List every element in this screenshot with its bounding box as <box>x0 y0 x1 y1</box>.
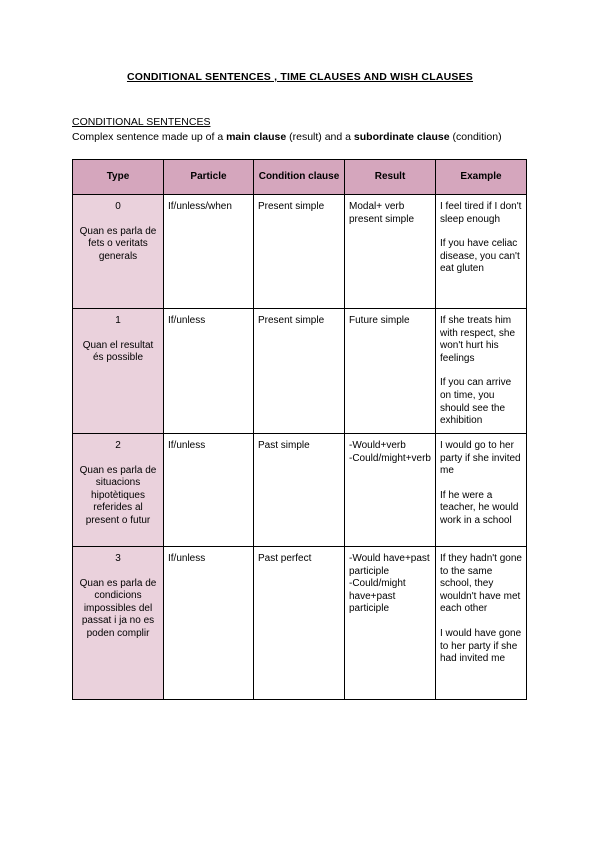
type-description: Quan es parla de fets o veritats generals <box>79 225 157 262</box>
intro-text-1: Complex sentence made up of a <box>72 131 227 143</box>
header-result: Result <box>345 160 436 195</box>
result-line: -Would have+past participle <box>349 553 430 577</box>
document-title: CONDITIONAL SENTENCES , TIME CLAUSES AND WISH CLAUSES <box>126 71 474 83</box>
table-row <box>73 547 527 700</box>
particle-cell: If/unless <box>164 309 254 434</box>
type-description: Quan el resultat és possible <box>82 339 154 364</box>
particle-cell: If/unless <box>164 547 254 700</box>
example-cell <box>436 309 527 434</box>
type-number: 3 <box>115 553 121 564</box>
condition-cell: Past perfect <box>254 547 345 700</box>
type-cell <box>73 309 164 434</box>
result-line: -Could/might+verb <box>349 452 431 464</box>
header-type: Type <box>73 160 164 195</box>
table-row <box>73 434 527 547</box>
result-cell <box>345 309 436 434</box>
example-text: If you have celiac disease, you can't eat gluten <box>440 238 520 275</box>
type-number: 0 <box>115 201 121 212</box>
result-cell <box>345 547 436 700</box>
particle-cell: If/unless/when <box>164 195 254 309</box>
example-text: I feel tired if I don't sleep enough <box>440 201 522 225</box>
result-cell <box>345 195 436 309</box>
condition-cell: Present simple <box>254 309 345 434</box>
section-heading: CONDITIONAL SENTENCES <box>72 116 211 128</box>
example-text: If he were a teacher, he would work in a school <box>440 489 519 526</box>
example-cell <box>436 434 527 547</box>
example-text: If they hadn't gone to the same school, they wouldn't have met each other <box>440 553 522 615</box>
intro-text-2: (result) and a <box>286 131 354 143</box>
result-line: Future simple <box>349 315 410 326</box>
table-row <box>73 195 527 309</box>
intro-bold-main-clause: main clause <box>226 131 287 143</box>
conditionals-table <box>72 159 527 700</box>
type-cell <box>73 547 164 700</box>
type-description: Quan es parla de situacions hipotètiques referides al present o futur <box>79 464 157 526</box>
intro-paragraph <box>72 131 542 143</box>
header-condition: Condition clause <box>254 160 345 195</box>
result-line: -Would+verb <box>349 440 406 451</box>
result-cell <box>345 434 436 547</box>
condition-cell: Present simple <box>254 195 345 309</box>
type-cell <box>73 434 164 547</box>
table-header-row <box>73 160 527 195</box>
example-text: If you can arrive on time, you should see the exhibition <box>440 377 512 427</box>
type-number: 2 <box>115 440 121 451</box>
result-line: Modal+ verb present simple <box>349 201 415 225</box>
example-text: I would go to her party if she invited me <box>440 440 521 477</box>
intro-bold-subordinate-clause: subordinate clause <box>353 131 450 143</box>
example-text: I would have gone to her party if she had invited me <box>440 627 522 665</box>
particle-cell: If/unless <box>164 434 254 547</box>
condition-cell: Past simple <box>254 434 345 547</box>
example-cell <box>436 195 527 309</box>
header-particle: Particle <box>164 160 254 195</box>
header-example: Example <box>436 160 527 195</box>
example-text: If she treats him with respect, she won't hurt his feelings <box>440 315 516 364</box>
type-description: Quan es parla de condicions impossibles del passat i ja no es poden complir <box>79 577 157 639</box>
example-cell <box>436 547 527 700</box>
intro-text-3: (condition) <box>449 131 502 143</box>
type-number: 1 <box>115 315 121 326</box>
table-row <box>73 309 527 434</box>
result-line: -Could/might have+past participle <box>349 578 406 615</box>
type-cell <box>73 195 164 309</box>
